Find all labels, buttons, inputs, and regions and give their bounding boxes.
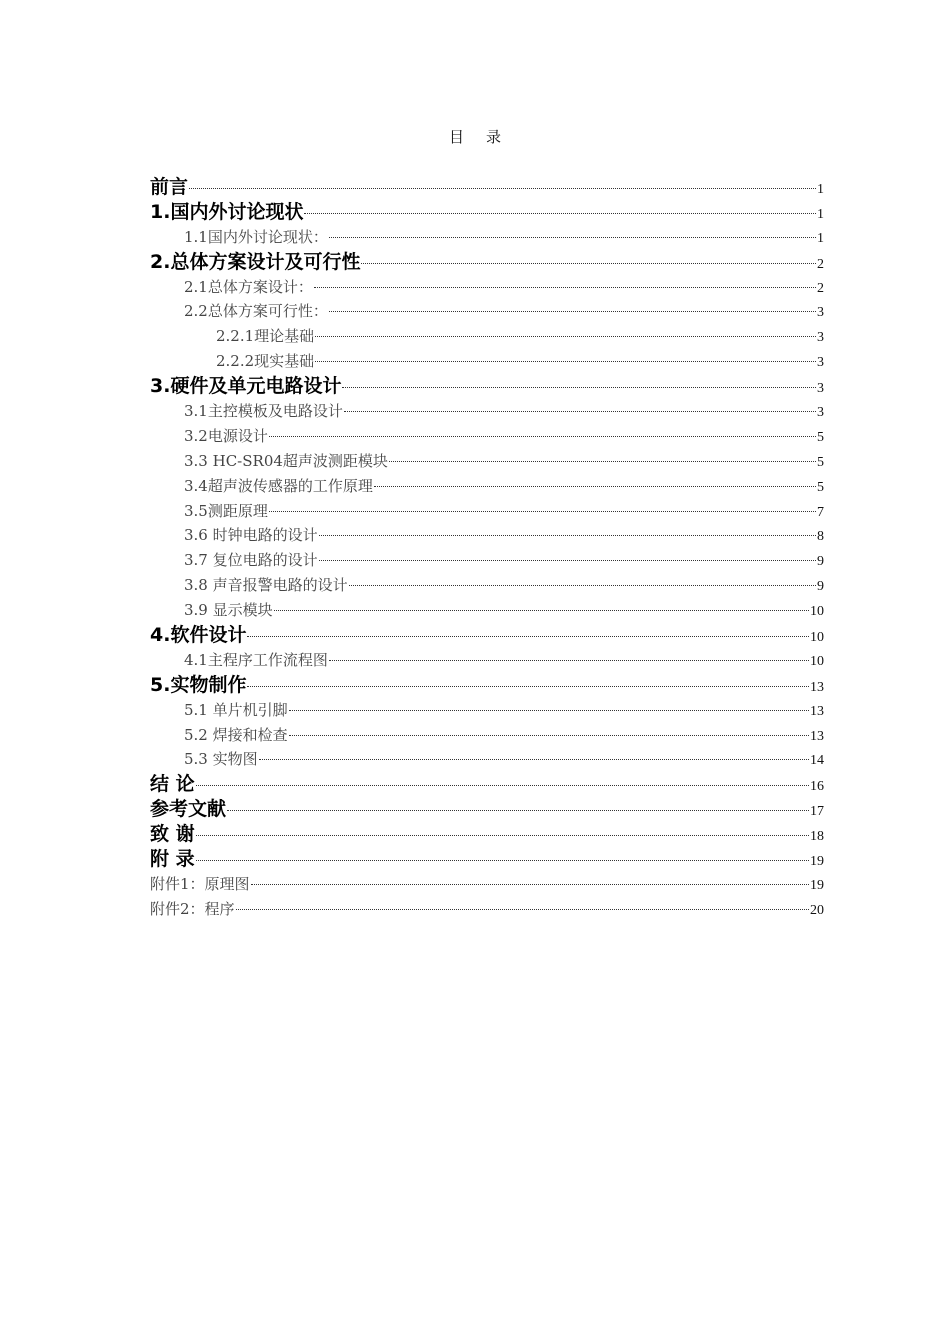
toc-entry-label: 2.2.1理论基础 [216,327,315,346]
toc-entry-label: 5.1 单片机引脚 [184,700,288,719]
page-title-right: 录 [486,128,502,146]
toc-entry-page-number: 19 [810,877,824,893]
dot-leader [315,361,816,362]
dot-leader [329,237,816,238]
dot-leader [304,213,816,214]
toc-entry-page-number: 9 [817,554,824,570]
table-of-contents [150,175,824,922]
dot-leader [251,884,809,885]
toc-entry-page-number: 10 [810,604,824,620]
toc-entry-page-number: 14 [810,753,824,769]
dot-leader [315,336,816,337]
toc-entry-page-number: 3 [817,305,824,321]
toc-entry[interactable] [150,250,824,275]
toc-entry[interactable] [150,474,824,499]
toc-entry[interactable] [150,324,824,349]
toc-entry[interactable] [150,424,824,449]
dot-leader [247,636,809,637]
toc-entry-page-number: 5 [817,479,824,495]
toc-entry-label: 2.2总体方案可行性： [184,302,328,321]
toc-entry[interactable] [150,822,824,847]
toc-entry-label: 3.8 声音报警电路的设计 [184,576,348,595]
page-title-left: 目 [448,128,464,146]
toc-entry[interactable] [150,374,824,399]
toc-entry-label: 4.软件设计 [150,624,247,647]
toc-entry-label: 1.1国内外讨论现状： [184,227,328,246]
toc-entry-label: 前言 [150,176,189,198]
dot-leader [349,585,816,586]
toc-entry[interactable] [150,523,824,548]
toc-entry[interactable] [150,772,824,797]
dot-leader [247,686,809,687]
toc-entry[interactable] [150,747,824,772]
dot-leader [329,311,816,312]
dot-leader [319,535,816,536]
toc-entry-label: 2.总体方案设计及可行性 [150,250,361,273]
dot-leader [289,710,809,711]
dot-leader [269,436,816,437]
toc-entry-label: 3.6 时钟电路的设计 [184,526,318,545]
toc-entry-label: 4.1主程序工作流程图 [184,650,328,669]
toc-entry[interactable] [150,598,824,623]
toc-entry-page-number: 7 [817,504,824,520]
dot-leader [189,188,816,189]
toc-entry-page-number: 8 [817,529,824,545]
toc-entry-page-number: 13 [810,728,824,744]
toc-entry-page-number: 3 [817,355,824,371]
dot-leader [361,263,816,264]
toc-entry[interactable] [150,299,824,324]
toc-entry-label: 3.5测距原理 [184,501,268,520]
toc-entry-label: 3.3 HC-SR04超声波测距模块 [184,451,388,470]
toc-entry[interactable] [150,275,824,300]
dot-leader [236,909,809,910]
toc-entry-label: 5.实物制作 [150,673,247,696]
toc-entry[interactable] [150,698,824,723]
toc-entry-page-number: 3 [817,405,824,421]
toc-entry-label: 5.3 实物图 [184,750,258,769]
dot-leader [314,287,816,288]
toc-entry-page-number: 2 [817,256,824,272]
toc-entry-label: 3.1主控模板及电路设计 [184,402,343,421]
dot-leader [196,785,809,786]
toc-entry-label: 致 谢 [150,823,195,846]
toc-entry-label: 结 论 [150,773,195,796]
toc-entry[interactable] [150,623,824,648]
toc-entry-label: 3.7 复位电路的设计 [184,551,318,570]
toc-entry[interactable] [150,225,824,250]
toc-entry-page-number: 9 [817,579,824,595]
toc-entry-label: 2.1总体方案设计： [184,277,313,296]
toc-entry[interactable] [150,200,824,225]
dot-leader [289,735,809,736]
dot-leader [274,610,809,611]
toc-entry-page-number: 1 [817,230,824,246]
toc-entry-label: 5.2 焊接和检查 [184,725,288,744]
toc-entry-page-number: 13 [810,679,824,695]
toc-entry-page-number: 10 [810,630,824,646]
toc-entry-page-number: 17 [810,804,824,820]
toc-entry-page-number: 1 [817,206,824,222]
toc-entry[interactable] [150,673,824,698]
toc-entry-page-number: 1 [817,182,824,197]
dot-leader [227,810,809,811]
toc-entry-label: 附 录 [150,848,195,871]
dot-leader [344,411,816,412]
toc-entry-label: 参考文献 [150,798,227,821]
toc-entry-page-number: 16 [810,779,824,795]
toc-entry-label: 2.2.2现实基础 [216,352,315,371]
toc-entry-page-number: 3 [817,381,824,397]
dot-leader [259,759,809,760]
dot-leader [342,387,816,388]
toc-entry-page-number: 10 [810,653,824,669]
toc-entry-page-number: 18 [810,829,824,845]
toc-entry-page-number: 5 [817,429,824,445]
dot-leader [269,511,816,512]
toc-entry-label: 附件2：程序 [150,899,235,918]
toc-entry[interactable] [150,648,824,673]
dot-leader [196,835,809,836]
toc-entry-label: 附件1：原理图 [150,874,250,893]
dot-leader [389,461,816,462]
dot-leader [374,486,816,487]
toc-entry-label: 3.2电源设计 [184,426,268,445]
toc-entry-label: 3.9 显示模块 [184,601,273,620]
toc-entry[interactable] [150,449,824,474]
toc-entry-label: 3.4超声波传感器的工作原理 [184,476,373,495]
toc-entry[interactable] [150,897,824,922]
dot-leader [329,660,809,661]
toc-entry[interactable] [150,349,824,374]
toc-entry-label: 1.国内外讨论现状 [150,200,304,223]
toc-entry-page-number: 19 [810,854,824,870]
toc-entry[interactable] [150,548,824,573]
toc-entry[interactable] [150,847,824,872]
toc-entry-page-number: 3 [817,330,824,346]
toc-entry[interactable] [150,797,824,822]
page-title [0,126,950,147]
toc-entry[interactable] [150,872,824,897]
toc-entry-label: 3.硬件及单元电路设计 [150,375,342,398]
toc-entry-page-number: 13 [810,703,824,719]
toc-entry[interactable] [150,573,824,598]
toc-entry-page-number: 20 [810,902,824,918]
toc-entry-page-number: 5 [817,454,824,470]
dot-leader [319,560,816,561]
toc-entry[interactable] [150,499,824,524]
toc-entry[interactable] [150,723,824,748]
dot-leader [196,860,809,861]
toc-entry-page-number: 2 [817,280,824,296]
toc-entry[interactable] [150,175,824,200]
toc-entry[interactable] [150,399,824,424]
